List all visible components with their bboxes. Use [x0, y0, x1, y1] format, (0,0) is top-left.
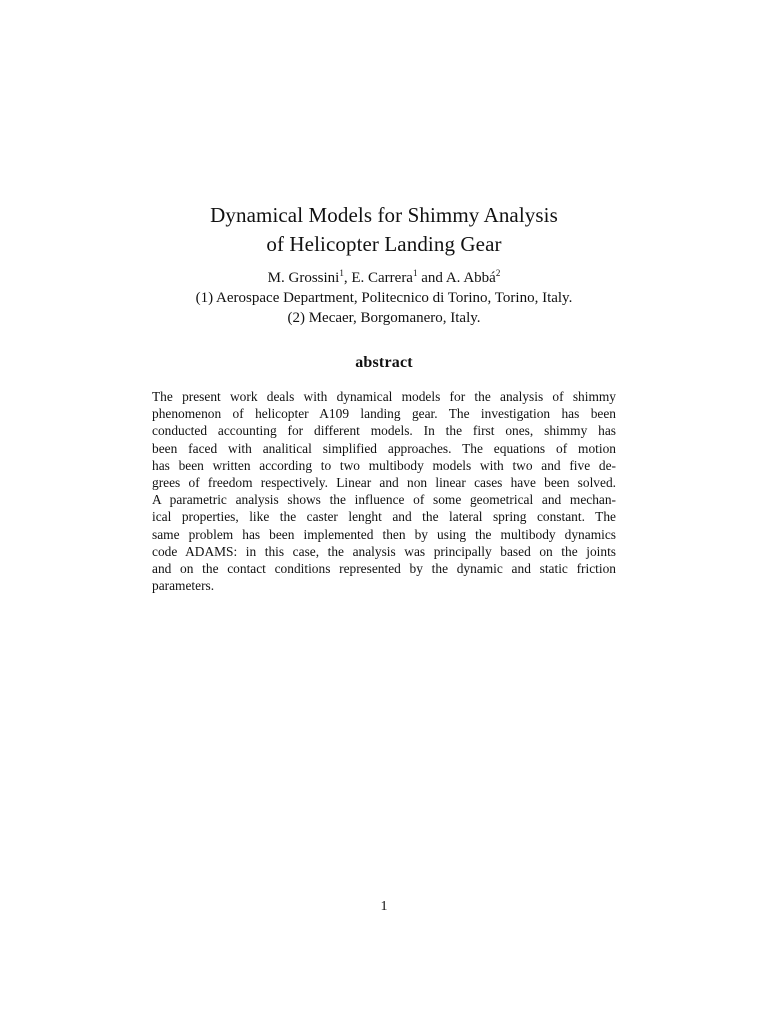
abstract-line: grees of freedom respectively. Linear and non linear cases have been solved.	[152, 475, 616, 491]
affiliation-2: (2) Mecaer, Borgomanero, Italy.	[287, 310, 481, 326]
abstract-line: code ADAMS: in this case, the analysis was principally based on the joints	[152, 543, 616, 559]
abstract-line: The present work deals with dynamical models for the analysis of shimmy	[152, 389, 616, 404]
abstract-line: phenomenon of helicopter A109 landing gear. The investigation has been	[152, 406, 616, 422]
author-list	[0, 268, 768, 288]
abstract-text	[152, 388, 616, 594]
title-line-1: Dynamical Models for Shimmy Analysis	[210, 203, 558, 227]
abstract-line: same problem has been implemented then by using the multibody dynamics	[152, 526, 616, 542]
affiliation-marker: 2	[495, 268, 501, 278]
author-name: E. Carrera	[351, 270, 413, 286]
abstract-line: ical properties, like the caster lenght and the lateral spring constant. The	[152, 509, 616, 525]
affiliation-marker: 1	[339, 268, 344, 278]
page-number: 1	[380, 899, 388, 914]
author-block	[0, 268, 768, 328]
author-name: A. Abbá	[445, 270, 496, 286]
title-line-2: of Helicopter Landing Gear	[266, 232, 502, 256]
author-separator: and	[417, 270, 446, 286]
abstract-heading: abstract	[355, 354, 413, 371]
affiliation-marker: 1	[412, 268, 418, 278]
abstract-line: and on the contact conditions represented by the dynamic and static friction	[152, 561, 616, 577]
abstract-line: has been written according to two multibody models with two and five de-	[152, 457, 616, 473]
author-name: M. Grossini	[267, 270, 340, 286]
abstract-line: been faced with analitical simplified approaches. The equations of motion	[152, 440, 616, 456]
abstract-line: conducted accounting for different models. In the first ones, shimmy has	[152, 423, 616, 439]
author-separator: ,	[343, 270, 352, 286]
paper-title	[0, 201, 768, 259]
affiliation-1: (1) Aerospace Department, Politecnico di Torino, Torino, Italy.	[195, 290, 573, 306]
abstract-line: parameters.	[152, 578, 215, 594]
abstract-line: A parametric analysis shows the influence of some geometrical and mechan-	[152, 492, 616, 508]
